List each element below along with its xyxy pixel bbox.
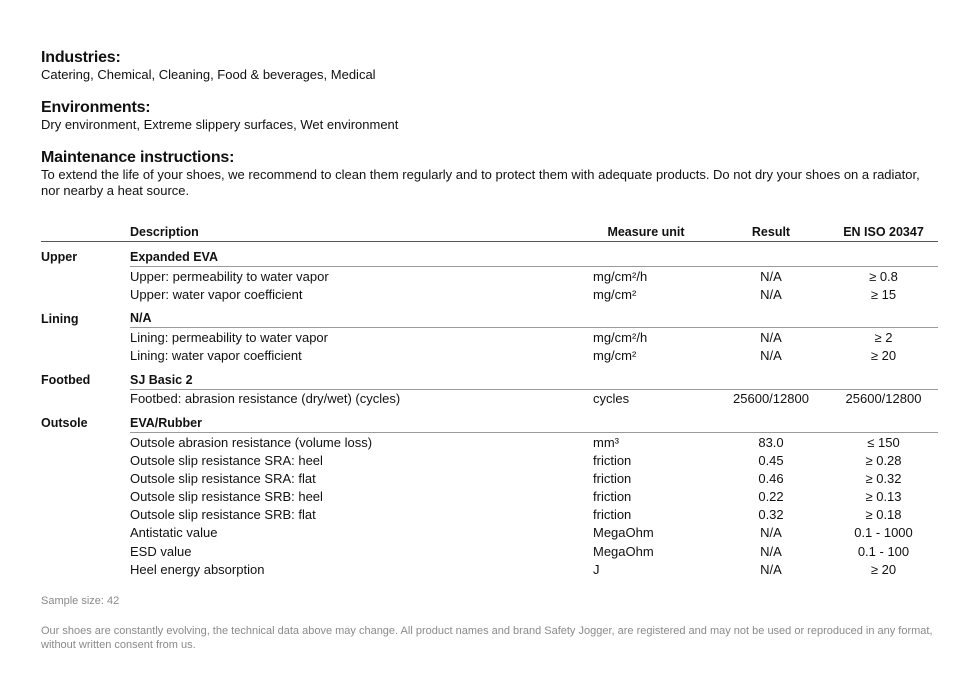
row-unit: MegaOhm [593, 525, 654, 541]
row-result: N/A [760, 348, 782, 364]
empty-cell [41, 524, 130, 542]
row-description: Outsole slip resistance SRB: heel [130, 489, 323, 505]
group-divider [829, 408, 938, 433]
row-norm: 0.1 - 1000 [854, 525, 913, 541]
header-measure-unit: Measure unit [579, 222, 713, 242]
maintenance-heading: Maintenance instructions: [41, 149, 235, 166]
group-divider [829, 303, 938, 328]
row-unit: mg/cm² [593, 286, 637, 302]
group-divider [713, 303, 829, 328]
table-row [41, 506, 938, 524]
material-label: EVA/Rubber [130, 408, 579, 433]
group-divider [579, 365, 713, 390]
empty-cell [41, 328, 130, 347]
table-row [41, 328, 938, 347]
table-row [41, 469, 938, 487]
row-description: Upper: permeability to water vapor [130, 268, 329, 284]
table-row [41, 347, 938, 365]
table-row [41, 524, 938, 542]
group-divider [829, 242, 938, 267]
table-row [41, 432, 938, 451]
row-norm: ≥ 15 [870, 286, 897, 302]
table-header-row [41, 222, 938, 242]
row-description: Outsole slip resistance SRB: flat [130, 507, 316, 523]
row-description: Footbed: abrasion resistance (dry/wet) (cycles) [130, 391, 401, 407]
row-result: N/A [760, 268, 782, 284]
material-label: N/A [130, 303, 579, 328]
table-row [41, 542, 938, 560]
row-result: 83.0 [758, 434, 784, 450]
category-label: Outsole [41, 416, 88, 431]
industries-text: Catering, Chemical, Cleaning, Food & beverages, Medical [41, 67, 376, 82]
group-header-row [41, 408, 938, 433]
row-result: 0.46 [758, 470, 784, 486]
row-result: 0.45 [758, 452, 784, 468]
row-unit: mg/cm² [593, 348, 637, 364]
row-result: N/A [760, 286, 782, 302]
group-header-row [41, 303, 938, 328]
group-divider [713, 242, 829, 267]
row-norm: ≥ 20 [870, 561, 897, 577]
table-body [41, 242, 938, 579]
empty-cell [41, 451, 130, 469]
row-unit: MegaOhm [593, 543, 654, 559]
maintenance-text: To extend the life of your shoes, we recommend to clean them regularly and to protect them with adequate products. Do not dry your shoes on a radiator, nor nearby a heat source. [41, 167, 920, 198]
row-unit: friction [593, 470, 632, 486]
row-description: Lining: water vapor coefficient [130, 348, 302, 364]
group-divider [579, 242, 713, 267]
table-row [41, 451, 938, 469]
row-norm: ≥ 0.18 [865, 507, 902, 523]
row-norm: 25600/12800 [845, 391, 922, 407]
environments-text: Dry environment, Extreme slippery surfaces, Wet environment [41, 117, 399, 132]
empty-cell [41, 488, 130, 506]
group-divider [579, 303, 713, 328]
category-label: Upper [41, 250, 78, 265]
row-description: Upper: water vapor coefficient [130, 286, 303, 302]
row-result: N/A [760, 561, 782, 577]
row-result: 25600/12800 [733, 391, 809, 407]
group-header-row [41, 365, 938, 390]
row-result: 0.22 [758, 489, 784, 505]
industries-heading: Industries: [41, 49, 121, 66]
row-unit: mg/cm²/h [593, 329, 648, 345]
row-description: Outsole abrasion resistance (volume loss) [130, 434, 373, 450]
empty-cell [41, 432, 130, 451]
row-result: N/A [760, 329, 782, 345]
header-category [41, 222, 130, 242]
group-divider [713, 408, 829, 433]
row-result: N/A [760, 525, 782, 541]
empty-cell [41, 469, 130, 487]
header-description: Description [130, 222, 579, 242]
empty-cell [41, 285, 130, 303]
material-label: SJ Basic 2 [130, 365, 579, 390]
row-norm: 0.1 - 100 [857, 543, 910, 559]
row-description: Outsole slip resistance SRA: heel [130, 452, 323, 468]
empty-cell [41, 506, 130, 524]
group-divider [579, 408, 713, 433]
environments-heading: Environments: [41, 99, 151, 116]
maintenance-section [41, 149, 921, 199]
row-norm: ≥ 0.28 [865, 452, 902, 468]
industries-section [41, 49, 376, 83]
row-unit: cycles [593, 391, 630, 407]
empty-cell [41, 267, 130, 286]
row-description: Outsole slip resistance SRA: flat [130, 470, 316, 486]
empty-cell [41, 347, 130, 365]
empty-cell [41, 560, 130, 578]
row-description: ESD value [130, 543, 192, 559]
row-unit: mm³ [593, 434, 619, 450]
table-row [41, 389, 938, 408]
row-norm: ≥ 0.32 [865, 470, 902, 486]
row-norm: ≥ 0.8 [869, 268, 898, 284]
row-norm: ≥ 0.13 [865, 489, 902, 505]
group-header-row [41, 242, 938, 267]
empty-cell [41, 542, 130, 560]
table-row [41, 285, 938, 303]
row-norm: ≥ 2 [874, 329, 893, 345]
row-unit: J [593, 561, 600, 577]
category-label: Lining [41, 311, 79, 326]
disclaimer: Our shoes are constantly evolving, the technical data above may change. All product names and brand Safety Jogger, are registered and may not be used or reproduced in any format, without written consent from us. [41, 625, 933, 651]
technical-specs-table [41, 222, 938, 578]
row-unit: friction [593, 452, 632, 468]
row-unit: friction [593, 507, 632, 523]
row-description: Lining: permeability to water vapor [130, 329, 328, 345]
row-description: Antistatic value [130, 525, 218, 541]
header-result: Result [713, 222, 829, 242]
row-description: Heel energy absorption [130, 561, 265, 577]
row-result: 0.32 [758, 507, 784, 523]
table-row [41, 267, 938, 286]
material-label: Expanded EVA [130, 242, 579, 267]
environments-section [41, 99, 398, 133]
group-divider [713, 365, 829, 390]
row-norm: ≤ 150 [867, 434, 900, 450]
empty-cell [41, 389, 130, 408]
sample-size: Sample size: 42 [41, 595, 120, 607]
group-divider [829, 365, 938, 390]
row-unit: mg/cm²/h [593, 268, 648, 284]
header-norm: EN ISO 20347 [829, 222, 938, 242]
row-unit: friction [593, 489, 632, 505]
row-norm: ≥ 20 [870, 348, 897, 364]
table-row [41, 488, 938, 506]
table-row [41, 560, 938, 578]
category-label: Footbed [41, 373, 91, 387]
row-result: N/A [760, 543, 782, 559]
